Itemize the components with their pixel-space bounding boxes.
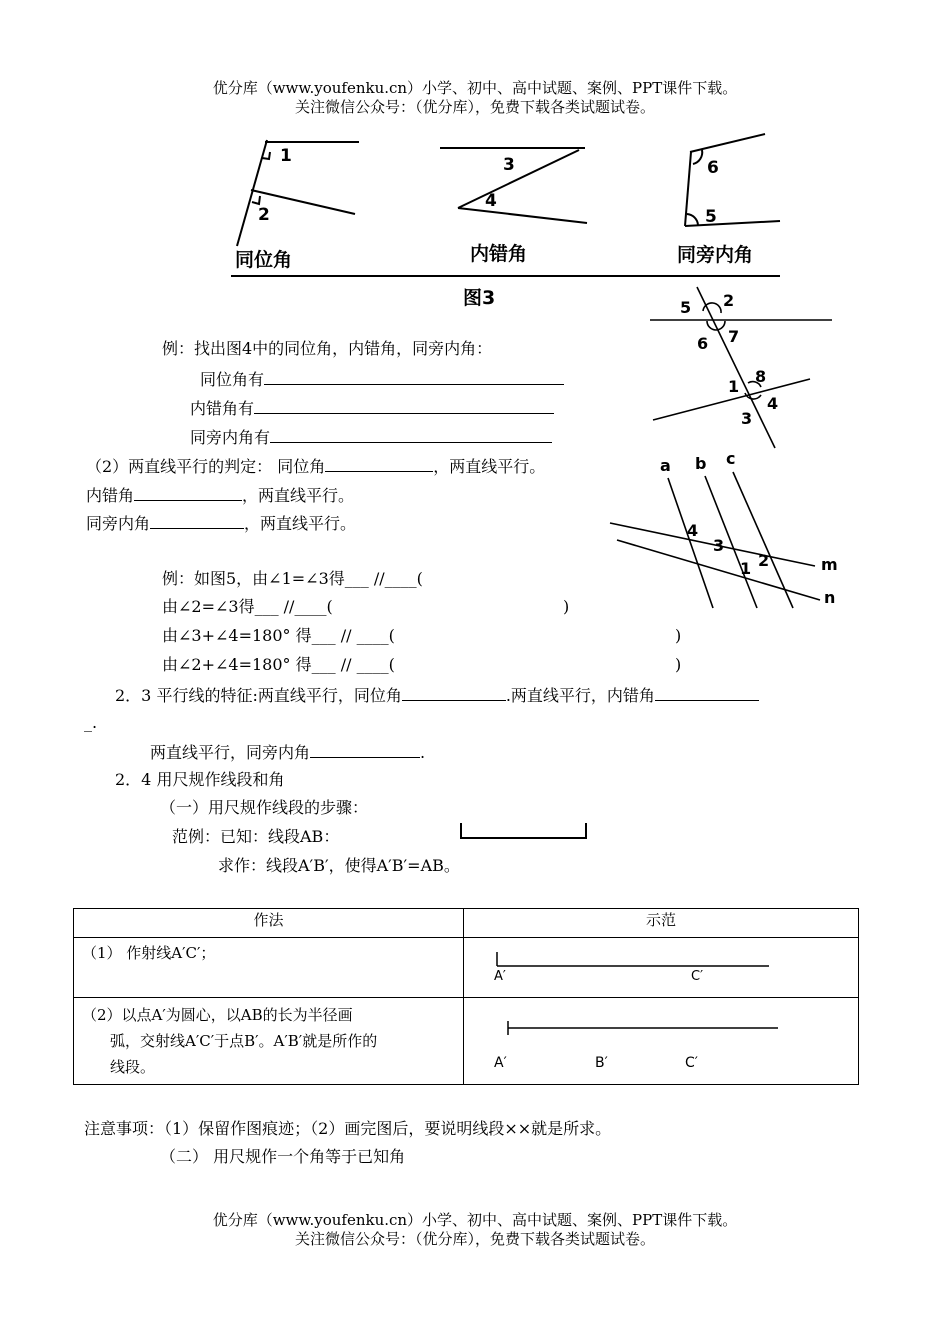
example2-line-2-close: )	[563, 597, 570, 616]
q2-answer-blank[interactable]	[254, 397, 554, 414]
row1-step-text: （1） 作射线A′C′；	[82, 944, 216, 962]
table-header-method: 作法	[74, 909, 464, 938]
row1-ray-diagram	[465, 939, 857, 996]
criteria-line-2-suffix: ，两直线平行。	[242, 486, 355, 505]
criteria-line-3	[86, 512, 356, 534]
table-row-2-step	[74, 998, 464, 1085]
criteria-line-3-suffix: ，两直线平行。	[244, 514, 357, 533]
section23-blank-1[interactable]	[402, 684, 506, 701]
criteria-line-1-prefix: （2）两直线平行的判定： 同位角	[86, 457, 326, 476]
footer-line-1: 优分库（www.youfenku.cn）小学、初中、高中试题、案例、PPT课件下载。	[212, 1211, 738, 1229]
section23-blank-2[interactable]	[655, 684, 759, 701]
fig3-label-alternate: 内错角	[470, 243, 528, 265]
notes-line-2: （二） 用尺规作一个角等于已知角	[160, 1147, 406, 1166]
fig4-angle-8: 8	[755, 367, 767, 386]
figure-5	[605, 448, 850, 613]
q3-answer-blank[interactable]	[270, 426, 552, 443]
fig5-angle-3: 3	[713, 536, 725, 555]
fig4-angle-3: 3	[741, 409, 753, 428]
row2-label-c: C′	[685, 1055, 698, 1071]
fig5-angle-4: 4	[687, 521, 699, 540]
section23-line-1a: 2．3 平行线的特征:两直线平行，同位角	[115, 686, 402, 705]
criteria-blank-1[interactable]	[325, 455, 433, 472]
q2-label: 内错角有	[190, 399, 255, 418]
section23-line-2: _.	[84, 713, 98, 732]
example1-prompt: 例：找出图4中的同位角，内错角，同旁内角：	[162, 339, 493, 358]
section24-task: 求作：线段A′B′，使得A′B′=AB。	[218, 856, 460, 875]
section23-line-3b: .	[420, 743, 426, 762]
criteria-line-2-prefix: 内错角	[86, 486, 135, 505]
fig5-line-m: m	[821, 555, 838, 574]
example1-q3	[190, 426, 552, 448]
fig5-line-c: c	[726, 449, 736, 468]
figure-4	[645, 283, 840, 453]
row2-segment-diagram	[465, 999, 857, 1083]
fig3-angle-5: 5	[705, 207, 717, 227]
criteria-blank-2[interactable]	[134, 484, 242, 501]
section23-line-3a: 两直线平行，同旁内角	[150, 743, 311, 762]
header-line-1: 优分库（www.youfenku.cn）小学、初中、高中试题、案例、PPT课件下载。	[212, 79, 738, 97]
table-row-1-step	[74, 938, 464, 998]
section24-sub1: （一）用尺规作线段的步骤：	[160, 798, 369, 817]
fig4-angle-7: 7	[728, 327, 740, 346]
fig5-angle-1: 1	[740, 559, 752, 578]
fig4-angle-6: 6	[697, 334, 709, 353]
criteria-line-2	[86, 484, 354, 506]
fig3-label-corresponding: 同位角	[235, 249, 293, 271]
row2-label-b: B′	[595, 1055, 608, 1071]
segment-ab-diagram	[458, 821, 590, 841]
figure-3	[225, 128, 790, 308]
criteria-line-3-prefix: 同旁内角	[86, 514, 151, 533]
example1-q2	[190, 397, 554, 419]
fig5-line-n: n	[824, 588, 836, 607]
row1-label-a: A′	[494, 969, 506, 984]
table-row-1-demo	[464, 938, 859, 998]
row2-step-l3: 线段。	[110, 1058, 156, 1076]
example1-q1	[200, 368, 564, 390]
header-line-2: 关注微信公众号：（优分库），免费下载各类试题试卷。	[294, 98, 655, 116]
section23-blank-3[interactable]	[310, 741, 420, 758]
criteria-line-1-suffix: ，两直线平行。	[433, 457, 546, 476]
table-header-demo: 示范	[464, 909, 859, 938]
row2-label-a: A′	[494, 1055, 507, 1071]
example2-line-2: 由∠2=∠3得___ //____(	[162, 597, 333, 616]
footer-line-2: 关注微信公众号：（优分库），免费下载各类试题试卷。	[294, 1230, 655, 1248]
table-row-2-demo	[464, 998, 859, 1085]
q3-label: 同旁内角有	[190, 428, 271, 447]
fig4-angle-1: 1	[728, 377, 740, 396]
fig3-angle-1: 1	[280, 146, 292, 166]
fig4-angle-4: 4	[767, 394, 779, 413]
q1-label: 同位角有	[200, 370, 265, 389]
fig4-angle-5: 5	[680, 298, 692, 317]
section23-line-1	[115, 684, 759, 706]
fig3-angle-4: 4	[485, 191, 497, 211]
section23-line-1b: .两直线平行，内错角	[505, 686, 655, 705]
fig3-angle-2: 2	[258, 205, 270, 225]
fig5-line-a: a	[660, 456, 671, 475]
example2-line-3-close: )	[675, 626, 682, 645]
example2-line-1: 例：如图5，由∠1=∠3得___ //____(	[162, 569, 423, 588]
criteria-line-1	[86, 455, 545, 477]
section23-line-3	[150, 741, 425, 763]
fig3-angle-6: 6	[707, 158, 719, 178]
fig5-line-b: b	[695, 454, 707, 473]
notes-line-1: 注意事项：（1）保留作图痕迹；（2）画完图后，要说明线段××就是所求。	[84, 1119, 612, 1138]
row1-label-c: C′	[691, 969, 704, 984]
example2-line-3: 由∠3+∠4=180° 得___ // ____(	[162, 626, 395, 645]
row2-step-l2: 弧，交射线A′C′于点B′。A′B′就是所作的	[110, 1032, 378, 1050]
section24-title: 2．4 用尺规作线段和角	[115, 770, 285, 789]
example2-line-4-close: )	[675, 655, 682, 674]
criteria-blank-3[interactable]	[150, 512, 244, 529]
fig3-angle-3: 3	[503, 155, 515, 175]
example2-line-4: 由∠2+∠4=180° 得___ // ____(	[162, 655, 395, 674]
fig3-label-interior: 同旁内角	[677, 244, 754, 266]
row2-step-l1: （2）以点A′为圆心，以AB的长为半径画	[82, 1006, 353, 1024]
fig4-angle-2: 2	[723, 291, 735, 310]
section24-known: 范例：已知：线段AB：	[172, 827, 340, 846]
fig5-angle-2: 2	[758, 551, 770, 570]
fig3-caption: 图3	[463, 287, 496, 308]
q1-answer-blank[interactable]	[264, 368, 564, 385]
construction-table	[73, 908, 859, 1085]
